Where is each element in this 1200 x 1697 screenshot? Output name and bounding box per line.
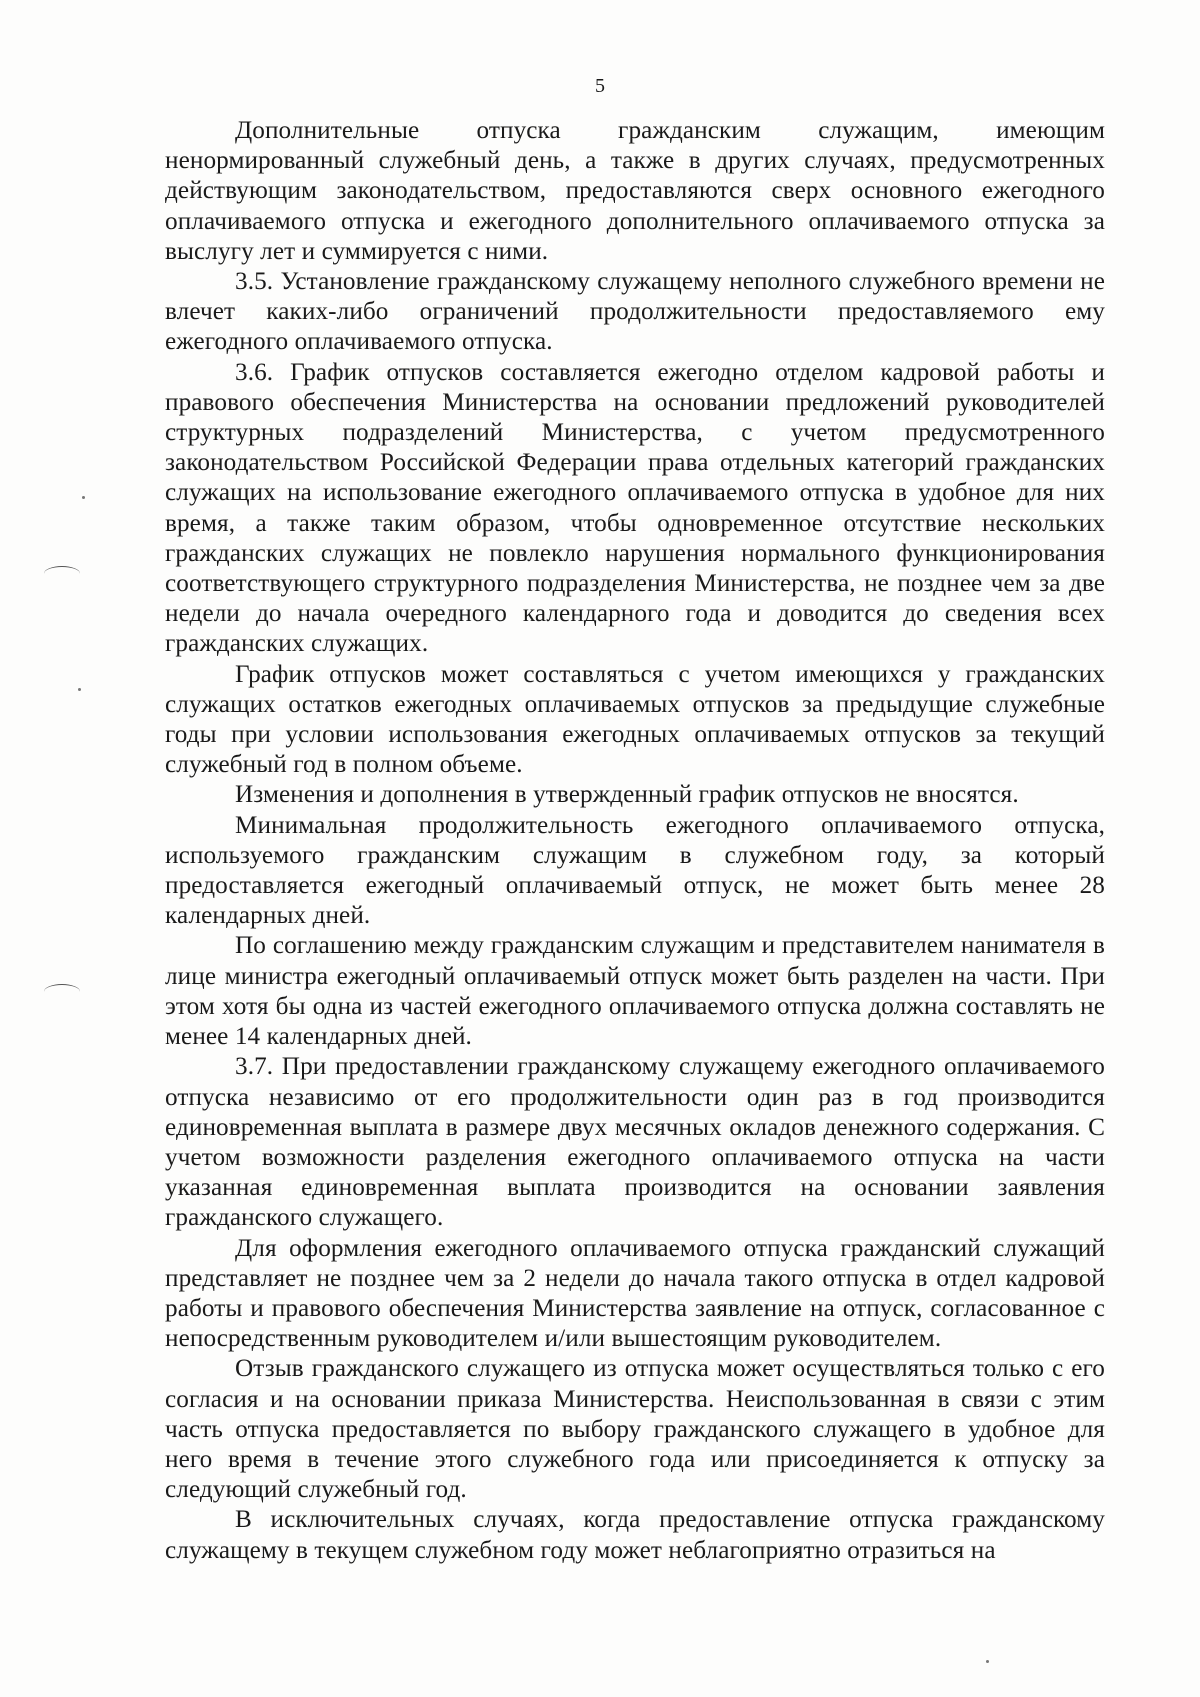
paragraph-division-agreement: По соглашению между гражданским служащим и представителем нанимателя в лице министра ежегодный оплачиваемый отпуск может быть разделен на части. При этом хотя бы одна из частей ежегодного оплачиваемого отпуска должна составлять не менее 14 календарных дней. <box>165 932 1105 1051</box>
scan-artifact-dot <box>82 496 85 499</box>
paragraph-schedule-remainders: График отпусков может составляться с учетом имеющихся у гражданских служащих остатков ежегодных оплачиваемых отпусков за предыдущие служебные годы при условии использования ежегодных оплачиваемых отпусков за текущий служебный год в полном объеме. <box>165 660 1105 779</box>
scan-artifact-dot <box>78 688 81 691</box>
paragraph-no-changes: Изменения и дополнения в утвержденный график отпусков не вносятся. <box>235 781 1019 809</box>
page-number: 5 <box>595 75 605 97</box>
paragraph-minimum-duration: Минимальная продолжительность ежегодного оплачиваемого отпуска, используемого гражданским служащим в служебном году, за который предоставляется ежегодный оплачиваемый отпуск, не может быть менее 28 календарных дней. <box>165 811 1105 930</box>
document-body <box>165 116 1105 1566</box>
scan-artifact-mark <box>44 984 80 999</box>
scan-artifact-mark <box>44 566 80 581</box>
paragraph-3-6: 3.6. График отпусков составляется ежегодно отделом кадровой работы и правового обеспечения Министерства на основании предложений руководителей структурных подразделений Министерства, с учетом предусмотренного законодательством Российской Федерации права отдельных категорий гражданских служащих на использование ежегодного оплачиваемого отпуска в удобное для них время, а также таким образом, чтобы одновременное отсутствие нескольких гражданских служащих не повлекло нарушения нормального функционирования соответствующего структурного подразделения Министерства, не позднее чем за две недели до начала очередного календарного года и доводится до сведения всех гражданских служащих. <box>165 358 1105 658</box>
paragraph-3-5: 3.5. Установление гражданскому служащему неполного служебного времени не влечет каких-либо ограничений продолжительности предоставляемого ему ежегодного оплачиваемого отпуска. <box>165 268 1105 356</box>
paragraph-3-7: 3.7. При предоставлении гражданскому служащему ежегодного оплачиваемого отпуска независимо от его продолжительности один раз в год производится единовременная выплата в размере двух месячных окладов денежного содержания. С учетом возможности разделения ежегодного оплачиваемого отпуска на части указанная единовременная выплата производится на основании заявления гражданского служащего. <box>165 1053 1105 1232</box>
paragraph-recall-from-leave: Отзыв гражданского служащего из отпуска может осуществляться только с его согласия и на основании приказа Министерства. Неиспользованная в связи с этим часть отпуска предоставляется по выбору гражданского служащего в удобное для него время в течение этого служебного года или присоединяется к отпуску за следующий служебный год. <box>165 1355 1105 1504</box>
paragraph-leave-application: Для оформления ежегодного оплачиваемого отпуска гражданский служащий представляет не позднее чем за 2 недели до начала такого отпуска в отдел кадровой работы и правового обеспечения Министерства заявление на отпуск, согласованное с непосредственным руководителем и/или вышестоящим руководителем. <box>165 1234 1105 1353</box>
scan-artifact-dot <box>986 1660 989 1663</box>
paragraph-exceptional-cases: В исключительных случаях, когда предоставление отпуска гражданскому служащему в текущем служебном году может неблагоприятно отразиться на <box>165 1506 1105 1564</box>
paragraph-additional-leave: Дополнительные отпуска гражданским служащим, имеющим ненормированный служебный день, а также в других случаях, предусмотренных действующим законодательством, предоставляются сверх основного ежегодного оплачиваемого отпуска и ежегодного дополнительного оплачиваемого отпуска за выслугу лет и суммируется с ними. <box>165 117 1105 265</box>
